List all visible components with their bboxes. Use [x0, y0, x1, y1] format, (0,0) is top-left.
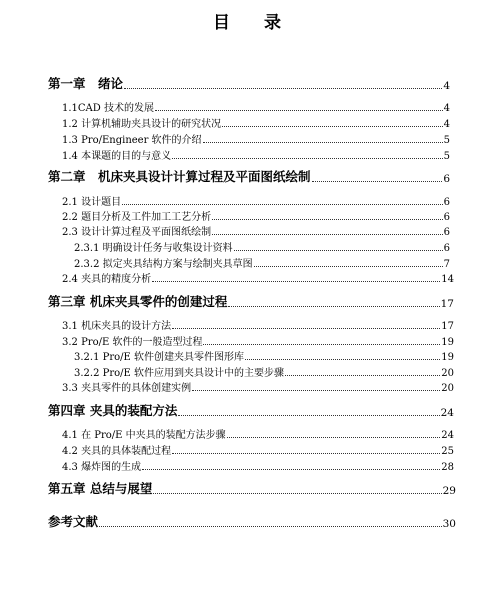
toc-section-3-3[interactable] [62, 378, 454, 394]
dot-leader [222, 126, 443, 127]
dot-leader [152, 281, 440, 282]
dot-leader [203, 142, 443, 143]
toc-subsection-3-2-2[interactable] [74, 363, 454, 379]
toc-page-number: 24 [441, 430, 454, 441]
toc-page-number: 6 [443, 173, 450, 185]
toc-label: 第五章 总结与展望 [48, 481, 153, 496]
toc-label: 2.2 题目分析及工件加工工艺分析 [62, 212, 212, 223]
toc-page-number: 7 [443, 259, 450, 270]
dot-leader [254, 266, 443, 267]
toc-page-number: 5 [443, 135, 450, 146]
dot-leader [124, 88, 442, 89]
toc-page-number: 4 [443, 119, 450, 130]
toc-label: 1.2 计算机辅助夹具设计的研究状况 [62, 119, 222, 130]
toc-label: 2.3.1 明确设计任务与收集设计资料 [74, 243, 233, 254]
toc-section-2-4[interactable] [62, 269, 454, 285]
toc-page-number: 6 [443, 197, 450, 208]
toc-label: 4.3 爆炸图的生成 [62, 462, 142, 473]
document-title: 目 录 [213, 13, 295, 33]
dot-leader [245, 359, 440, 360]
toc-page-number: 19 [441, 337, 454, 348]
toc-page-number: 20 [441, 368, 454, 379]
dot-leader [155, 110, 443, 111]
toc-label: 2.1 设计题目 [62, 197, 122, 208]
toc-chapter-2[interactable] [48, 167, 450, 185]
toc-section-3-1[interactable] [62, 316, 454, 332]
toc-page-number: 24 [440, 407, 454, 419]
toc-page-number: 17 [441, 321, 454, 332]
toc-section-1-4[interactable] [62, 146, 450, 162]
toc-section-1-1[interactable] [62, 98, 450, 114]
toc-page-number: 25 [441, 446, 454, 457]
toc-label: 1.4 本课题的目的与意义 [62, 151, 172, 162]
toc-label: 3.2.2 Pro/E 软件应用到夹具设计中的主要步骤 [74, 368, 284, 379]
toc-label: 第一章 绪论 [48, 76, 124, 91]
toc-label: 4.1 在 Pro/E 中夹具的装配方法步骤 [62, 430, 226, 441]
toc-page-number: 6 [443, 212, 450, 223]
toc-section-3-2[interactable] [62, 332, 454, 348]
dot-leader [99, 526, 442, 527]
dot-leader [212, 219, 443, 220]
toc-label: 3.2.1 Pro/E 软件创建夹具零件图形库 [74, 352, 244, 363]
toc-subsection-2-3-2[interactable] [74, 254, 450, 270]
dot-leader [227, 437, 441, 438]
toc-page-number: 5 [443, 151, 450, 162]
toc-section-2-1[interactable] [62, 192, 450, 208]
toc-chapter-4[interactable] [48, 401, 454, 419]
toc-page-number: 14 [441, 274, 454, 285]
toc-page-number: 20 [441, 383, 454, 394]
toc-section-4-1[interactable] [62, 425, 454, 441]
dot-leader [172, 158, 443, 159]
toc-page-number: 4 [443, 103, 450, 114]
toc-page-number: 30 [442, 518, 456, 530]
toc-label: 1.3 Pro/Engineer 软件的介绍 [62, 135, 202, 146]
dot-leader [234, 250, 443, 251]
toc-page-number: 28 [441, 462, 454, 473]
toc-section-2-2[interactable] [62, 207, 450, 223]
dot-leader [212, 234, 443, 235]
toc-label: 3.2 Pro/E 软件的一般造型过程 [62, 337, 203, 348]
toc-subsection-2-3-1[interactable] [74, 238, 450, 254]
dot-leader [172, 453, 440, 454]
toc-label: 4.2 夹具的具体装配过程 [62, 446, 172, 457]
toc-section-1-2[interactable] [62, 114, 450, 130]
toc-label: 2.3.2 拟定夹具结构方案与绘制夹具草图 [74, 259, 253, 270]
toc-label: 3.1 机床夹具的设计方法 [62, 321, 172, 332]
toc-label: 2.3 设计计算过程及平面图纸绘制 [62, 227, 212, 238]
toc-page-number: 4 [443, 80, 450, 92]
dot-leader [172, 328, 440, 329]
toc-page-number: 6 [443, 243, 450, 254]
toc-page-number: 29 [442, 485, 456, 497]
dot-leader [312, 181, 443, 182]
toc-label: 1.1CAD 技术的发展 [62, 103, 154, 114]
toc-section-2-3[interactable] [62, 222, 450, 238]
toc-section-4-3[interactable] [62, 457, 454, 473]
toc-section-1-3[interactable] [62, 130, 450, 146]
toc-references[interactable] [48, 512, 456, 530]
toc-label: 第二章 机床夹具设计计算过程及平面图纸绘制 [48, 169, 311, 184]
toc-chapter-1[interactable] [48, 74, 450, 92]
toc-page-number: 6 [443, 227, 450, 238]
dot-leader [122, 204, 443, 205]
toc-label: 参考文献 [48, 514, 99, 529]
toc-label: 3.3 夹具零件的具体创建实例 [62, 383, 192, 394]
dot-leader [203, 344, 440, 345]
dot-leader [192, 390, 440, 391]
dot-leader [285, 375, 440, 376]
dot-leader [178, 415, 439, 416]
toc-label: 2.4 夹具的精度分析 [62, 274, 152, 285]
toc-section-4-2[interactable] [62, 441, 454, 457]
toc-label: 第四章 夹具的装配方法 [48, 403, 178, 418]
dot-leader [153, 493, 441, 494]
toc-chapter-3[interactable] [48, 292, 454, 310]
dot-leader [228, 306, 439, 307]
toc-chapter-5[interactable] [48, 479, 456, 497]
toc-label: 第三章 机床夹具零件的创建过程 [48, 294, 228, 309]
dot-leader [142, 469, 440, 470]
toc-subsection-3-2-1[interactable] [74, 347, 454, 363]
toc-page-number: 17 [440, 298, 454, 310]
toc-page-number: 19 [441, 352, 454, 363]
